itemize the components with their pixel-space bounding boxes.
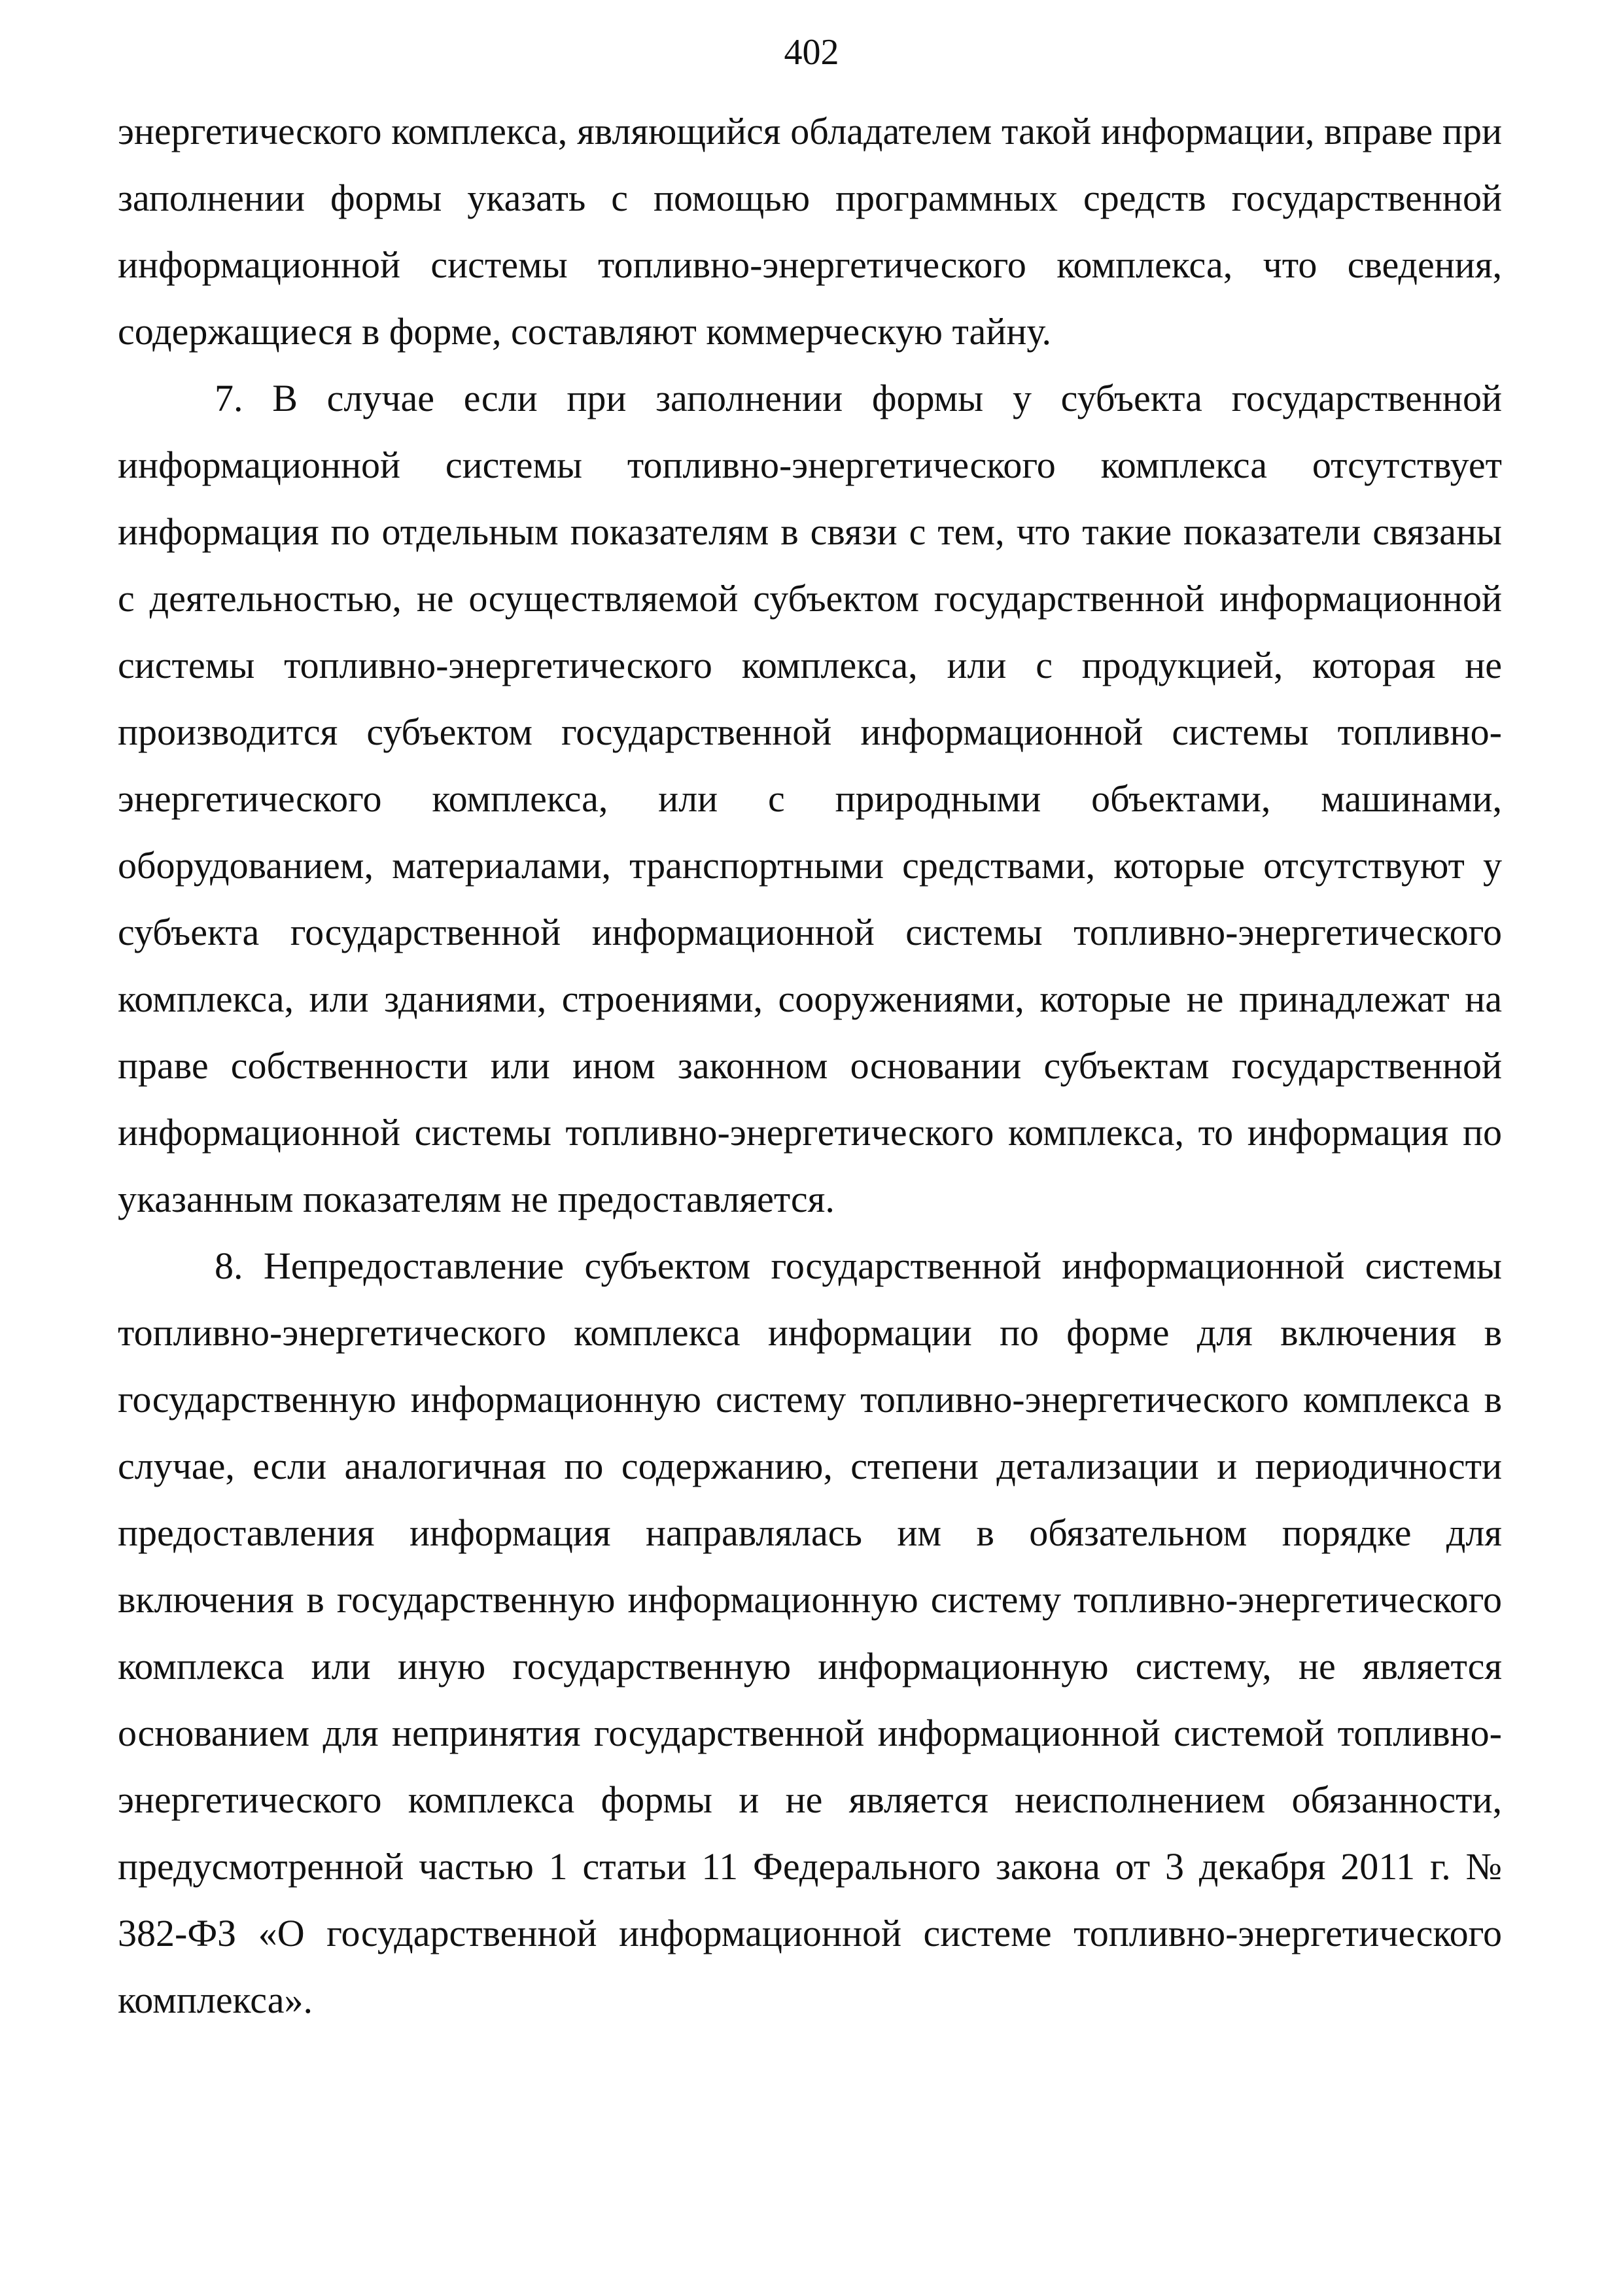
- paragraph-item-7: 7. В случае если при заполнении формы у субъекта государственной информационной системы топливно-энергетического комплекса отсутствует информация по отдельным показателям в связи с тем, что такие показатели связаны с деятельностью, не осуществляемой субъектом государственной информационной системы топливно-энергетического комплекса, или с продукцией, которая не производится субъектом государственной информационной системы топливно-энергетического комплекса, или с природными объектами, машинами, оборудованием, материалами, транспортными средствами, которые отсутствуют у субъекта государственной информационной системы топливно-энергетического комплекса, или зданиями, строениями, сооружениями, которые не принадлежат на праве собственности или ином законном основании субъектам государственной информационной системы топливно-энергетического комплекса, то информация по указанным показателям не предоставляется.: [118, 377, 1502, 1220]
- paragraph-item-8: 8. Непредоставление субъектом государственной информационной системы топливно-энергетического комплекса информации по форме для включения в государственную информационную систему топливно-энергетического комплекса в случае, если аналогичная по содержанию, степени детализации и периодичности предоставления информация направлялась им в обязательном порядке для включения в государственную информационную систему топливно-энергетического комплекса или иную государственную информационную систему, не является основанием для непринятия государственной информационной системой топливно-энергетического комплекса формы и не является неисполнением обязанности, предусмотренной частью 1 статьи 11 Федерального закона от 3 декабря 2011 г. № 382-ФЗ «О государственной информационной системе топливно-энергетического комплекса».: [118, 1245, 1502, 2021]
- paragraph-continuation: энергетического комплекса, являющийся обладателем такой информации, вправе при заполнении формы указать с помощью программных средств государственной информационной системы топливно-энергетического комплекса, что сведения, содержащиеся в форме, составляют коммерческую тайну.: [118, 110, 1502, 353]
- document-body: [118, 98, 1502, 2034]
- page-number: 402: [784, 32, 839, 73]
